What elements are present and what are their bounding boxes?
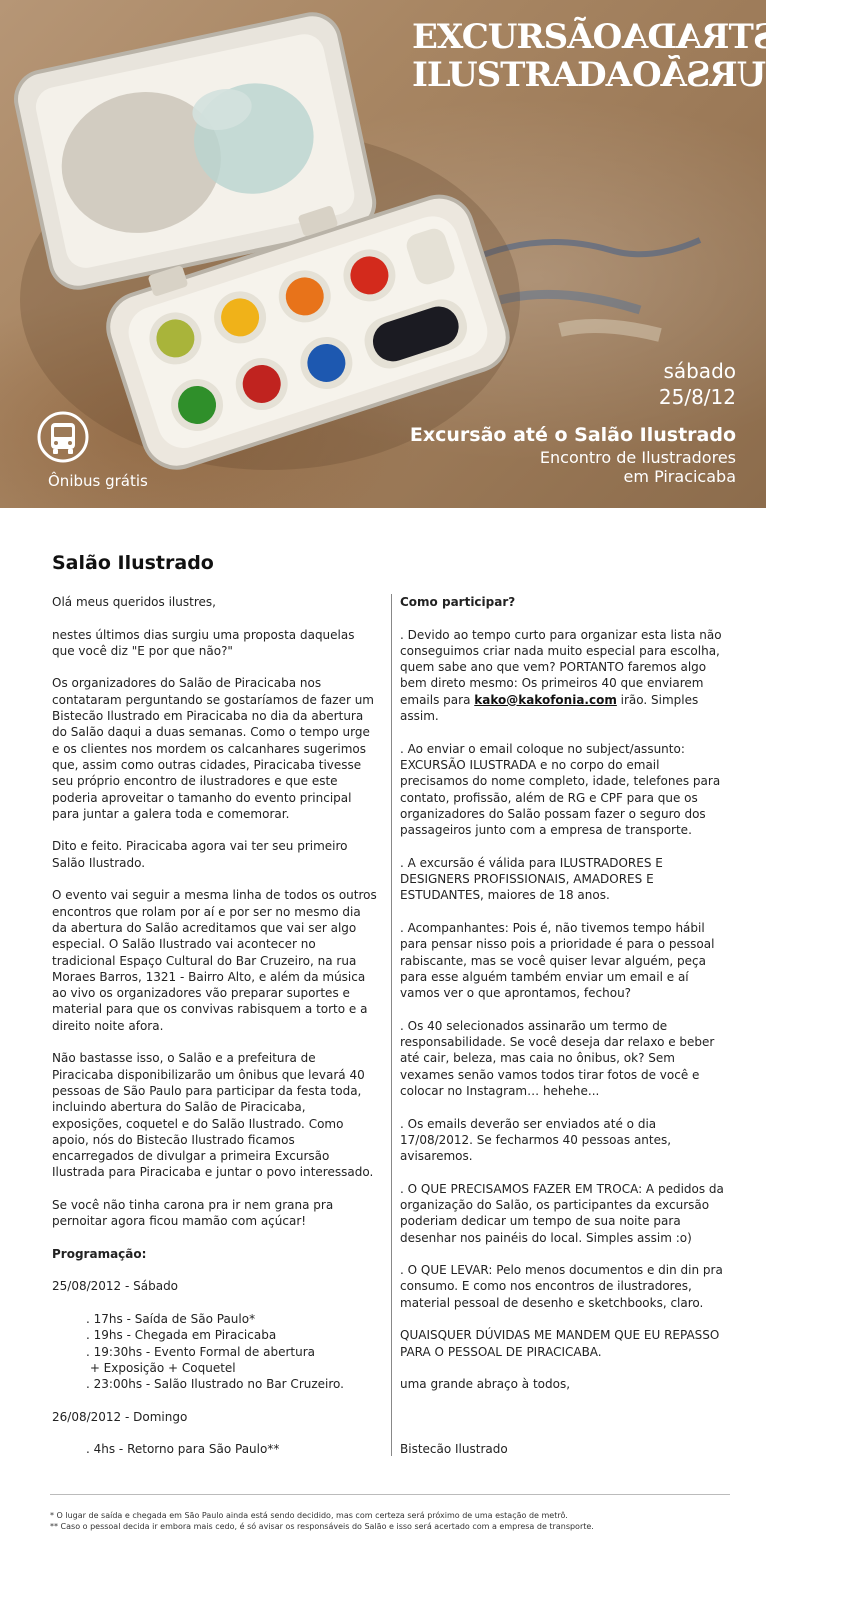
- hero-banner: [0, 0, 842, 508]
- program-day-1-list: [52, 1311, 378, 1392]
- event-day: sábado: [663, 359, 736, 383]
- paragraph: . Ao enviar o email coloque no subject/assunto: EXCURSÃO ILUSTRADA e no corpo do email precisamos do nome completo, idade, telefones para contato, profissão, além de RG e CPF para que os organizadores do Salão possam fazer o seguro dos passageiros junto com a empresa de transporte.: [400, 741, 721, 838]
- how-to-participate-heading: Como participar?: [400, 595, 516, 609]
- event-subtitle-1: Encontro de Ilustradores: [539, 448, 736, 467]
- footnotes: [50, 1510, 594, 1532]
- schedule-item: . 19:30hs - Evento Formal de abertura: [86, 1344, 315, 1359]
- paragraph: nestes últimos dias surgiu uma proposta daquelas que você diz "E por que não?": [52, 627, 355, 658]
- program-day-2: 26/08/2012 - Domingo: [52, 1409, 188, 1424]
- schedule-item: . 23:00hs - Salão Ilustrado no Bar Cruzeiro.: [86, 1377, 344, 1392]
- paragraph: . A excursão é válida para ILUSTRADORES E DESIGNERS PROFISSIONAIS, AMADORES E ESTUDANTES, maiores de 18 anos.: [400, 855, 663, 903]
- free-bus-label: Ônibus grátis: [48, 472, 148, 490]
- paragraph: Os organizadores do Salão de Piracicaba nos contataram perguntando se gostaríamos de fazer um Bistecão Ilustrado em Piracicaba no dia da abertura do Salão daqui a duas semanas. Como o tempo urge e os clientes nos mordem os calcanhares sugerimos que, assim como outras cidades, Piracicaba tivesse seu próprio encontro de ilustradores e que este poderia aproveitar o tamanho do evento principal para juntar a galera toda e comemorar.: [52, 676, 374, 821]
- event-title: Excursão até o Salão Ilustrado: [409, 424, 736, 446]
- schedule-item: + Exposição + Coquetel: [86, 1360, 236, 1375]
- excursion-title-logo: [412, 17, 842, 95]
- paragraph: Se você não tinha carona pra ir nem grana pra pernoitar agora ficou mamão com açúcar!: [52, 1197, 334, 1229]
- bus-icon: [36, 410, 90, 464]
- title-line-2: ILUSTRADAEXCURSÃO: [412, 55, 842, 95]
- paragraph: . Os emails deverão ser enviados até o dia 17/08/2012. Se fecharmos 40 pessoas antes, avisaremos.: [400, 1116, 672, 1164]
- paragraph: . Os 40 selecionados assinarão um termo de responsabilidade. Se você deseja dar relaxo e beber até cair, beleza, mas caia no ônibus, ok? Sem vexames senão vamos todos tirar fotos de você e colocar no Instagram… hehehe...: [400, 1018, 715, 1098]
- event-info: [410, 422, 736, 486]
- footnote-divider: [50, 1494, 730, 1495]
- signature: Bistecão Ilustrado: [400, 1442, 508, 1457]
- paragraph: Dito e feito. Piracicaba agora vai ter seu primeiro Salão Ilustrado.: [52, 839, 348, 870]
- paragraph: . Acompanhantes: Pois é, não tivemos tempo hábil para pensar nisso pois a prioridade é para o pessoal rabiscante, mas se você quiser levar alguém, peça para esse alguém também enviar um email e aí vamos ver o que aprontamos, fechou?: [400, 920, 715, 1001]
- footnote-2: ** Caso o pessoal decida ir embora mais cedo, é só avisar os responsáveis do Salão e isso será acertado com a empresa de transporte.: [50, 1522, 594, 1531]
- right-column: [400, 594, 730, 1474]
- event-date: [659, 358, 736, 410]
- program-day-2-list: [52, 1441, 378, 1457]
- paragraph: . Devido ao tempo curto para organizar esta lista não conseguimos criar nada muito especial para escolha, quem sabe ano que vem? PORTANTO faremos algo bem direto mesmo: Os primeiros 40 que enviarem emails para kako@kakofonia.com irão. Simples assim.: [400, 627, 722, 724]
- page-title: Salão Ilustrado: [52, 552, 214, 574]
- column-divider: [391, 594, 392, 1456]
- title-line-1: EXCURSÃOILUSTRADA: [412, 17, 842, 57]
- event-subtitle-2: em Piracicaba: [623, 467, 736, 486]
- schedule-item: . 4hs - Retorno para São Paulo**: [86, 1442, 280, 1457]
- paragraph: QUAISQUER DÚVIDAS ME MANDEM QUE EU REPASSO PARA O PESSOAL DE PIRACICABA.: [400, 1328, 720, 1359]
- paragraph: uma grande abraço à todos,: [400, 1377, 571, 1392]
- program-heading: Programação:: [52, 1246, 147, 1261]
- program-day-1: 25/08/2012 - Sábado: [52, 1279, 179, 1294]
- paragraph: Não bastasse isso, o Salão e a prefeitura de Piracicaba disponibilizarão um ônibus que levará 40 pessoas de São Paulo para participar da festa toda, incluindo abertura do Salão de Piracicaba, exposições, coquetel e do Salão Ilustrado. Como apoio, nós do Bistecão Ilustrado ficamos encarregados de divulgar a primeira Excursão Ilustrada para Piracicaba e juntar o povo interessado.: [52, 1051, 374, 1180]
- event-date-value: 25/8/12: [658, 385, 736, 409]
- footnote-1: * O lugar de saída e chegada em São Paulo ainda está sendo decidido, mas com certeza será próximo de uma estação de metrô.: [50, 1511, 568, 1520]
- contact-email-link[interactable]: kako@kakofonia.com: [474, 692, 617, 707]
- paragraph: . O QUE PRECISAMOS FAZER EM TROCA: A pedidos da organização do Salão, os participantes da excursão poderiam dedicar um tempo de sua noite para desenhar nos painéis do local. Simples assim :o): [400, 1181, 724, 1245]
- schedule-item: . 19hs - Chegada em Piracicaba: [86, 1328, 277, 1343]
- spacer: [400, 1409, 730, 1425]
- paragraph: O evento vai seguir a mesma linha de todos os outros encontros que rolam por aí e por ser no mesmo dia da abertura do Salão acreditamos que vai ser algo especial. O Salão Ilustrado vai acontecer no tradicional Espaço Cultural do Bar Cruzeiro, na rua Moraes Barros, 1321 - Bairro Alto, e além da música ao vivo os organizadores vão preparar suportes e material para que os convivas rabisquem a torto e a direito noite afora.: [52, 888, 377, 1033]
- left-column: [52, 594, 378, 1474]
- greeting: Olá meus queridos ilustres,: [52, 595, 216, 609]
- paragraph: . O QUE LEVAR: Pelo menos documentos e din din pra consumo. E como nos encontros de ilustradores, material pessoal de desenho e sketchbooks, claro.: [400, 1263, 723, 1310]
- schedule-item: . 17hs - Saída de São Paulo*: [86, 1312, 256, 1327]
